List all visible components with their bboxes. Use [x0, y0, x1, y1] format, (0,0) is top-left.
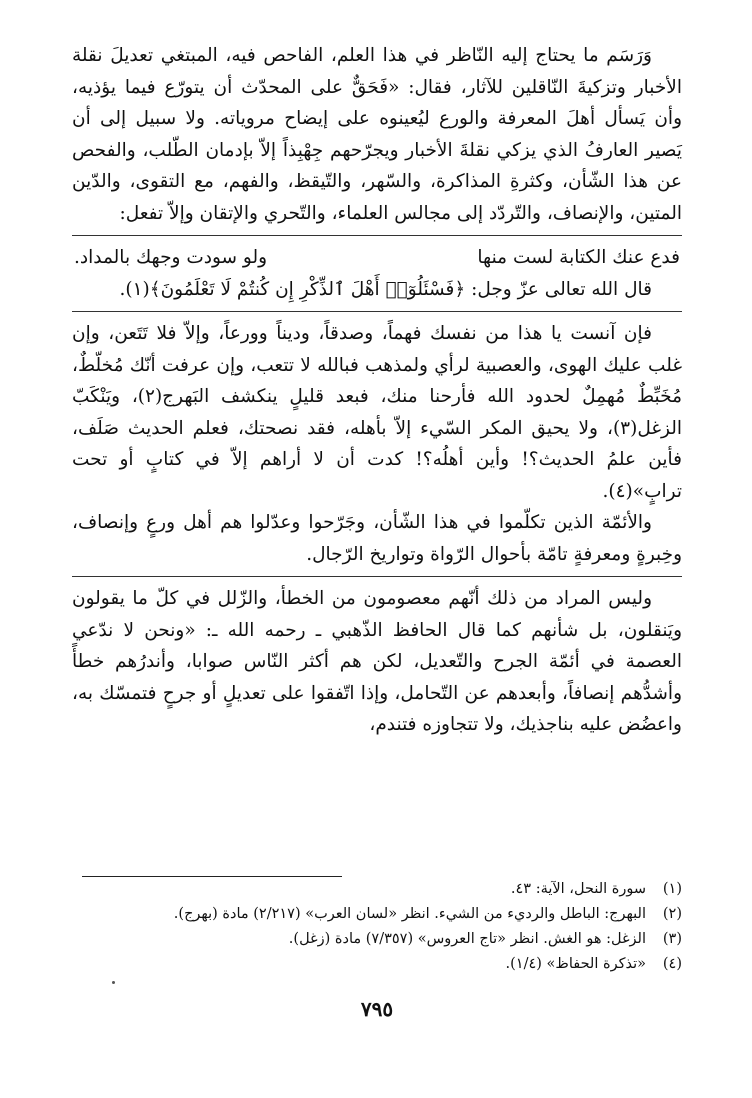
footnote-item: [72, 927, 682, 952]
footnote-number: (٢): [662, 906, 682, 922]
verse-hemistich-1: فدع عنك الكتابة لست منها: [477, 247, 680, 268]
poetry-verse: [72, 242, 682, 274]
paragraph-1: وَرَسَم ما يحتاج إليه النّاظر في هذا العلم، الفاحص فيه، المبتغي تعديلَ نقلة الأخبار وتزكيةَ النّاقلين للآثار، فقال: «فَحَقٌّ على المحدّث أن يتورّع فيما يؤذيه، وأن يَسأل أهلَ المعرفة والورع ليُعينوه على إيضاح مروياته. ولا سبيل إلى أن يَصير العارفُ الذي يزكي نقلةَ الأخبار ويجرّحهم جِهْبِذاً إلاّ بإدمان الطّلب، والفحص عن هذا الشّأن، وكثرةِ المذاكرة، والسّهر، والتّيقظ، والفهم، مع التقوى، والدّين المتين، والإنصاف، والتّردّد إلى مجالس العلماء، والتّحري والإتقان وإلاّ تفعل:: [72, 45, 682, 224]
footnote-number: (١): [662, 881, 682, 897]
print-speck: [112, 981, 115, 984]
verse-divider: [72, 235, 682, 236]
footnote-text: «تذكرة الحفاظ» (١/٤).: [505, 956, 646, 972]
page-number: ٧٩٥: [360, 997, 394, 1021]
page-body: [72, 40, 682, 1060]
footnote-text: الزغل: هو الغش. انظر «تاج العروس» (٧/٣٥٧) مادة (زغل).: [288, 931, 646, 947]
paragraph-4: وليس المراد من ذلك أنّهم معصومون من الخطأ، والزّلل في كلّ ما يقولون ويَنقلون، بل شأنهم كما قال الحافظ الذّهبي ـ رحمه الله ـ: «ونحن لا ندّعي العصمة في أئمّة الجرح والتّعديل، لكن هم أكثر النّاس صوابا، وأندرُهم خطأً وأشدُّهم إنصافاً، وأبعدهم عن التّحامل، وإذا اتّفقوا على تعديلٍ أو جرحٍ فتمسّك به، واعضُض عليه بناجذيك، ولا تتجاوزه فتندم،: [72, 588, 682, 735]
footnote-number: (٣): [662, 931, 682, 947]
paragraph-3: والأئمّة الذين تكلّموا في هذا الشّأن، وجَرّحوا وعدّلوا هم أهل ورعٍ وإنصاف، وخِبرةٍ ومعرفةٍ تامّة بأحوال الرّواة وتواريخ الرّجال.: [72, 512, 682, 565]
footnote-text: البهرج: الباطل والرديء من الشيء. انظر «لسان العرب» (٢/٢١٧) مادة (بهرج).: [173, 906, 646, 922]
verse-hemistich-2: ولو سودت وجهك بالمداد.: [74, 247, 268, 268]
section-divider: [72, 311, 682, 312]
section-divider-2: [72, 576, 682, 577]
footnote-item: [72, 902, 682, 927]
footnote-text: سورة النحل، الآية: ٤٣.: [510, 881, 646, 897]
paragraph-2: فإن آنست يا هذا من نفسك فهماً، وصدقاً، وديناً وورعاً، وإلاّ فلا تَتَعن، وإن غلب عليك الهوى، والعصبية لرأي ولمذهب فبالله لا تتعب، وإن عرفت أنّك مُخلّطٌ، مُخَبِّطٌ مُهمِلٌ لحدود الله فأرحنا منك، فبعد قليلٍ ينكشف البَهرج(٢)، ويَنْكَبّ الزغل(٣)، ولا يحيق المكر السّيء إلاّ بأهله، فقد نصحتك، فعلم الحديث صَلَف، فأين علمُ الحديث؟! وأين أهلُه؟! كدت أن لا أراهم إلاّ في كتابٍ أو تحت ترابٍ»(٤).: [72, 323, 682, 502]
footnote-item: [72, 877, 682, 902]
footnote-number: (٤): [662, 956, 682, 972]
quran-quote: قال الله تعالى عزّ وجل: ﴿فَسْئَلُوٓا۟ أَهْلَ ٱلذِّكْرِ إِن كُنتُمْ لَا تَعْلَمُونَ﴾(١).: [119, 278, 652, 300]
footnotes: [72, 877, 682, 977]
footnote-item: [72, 952, 682, 977]
